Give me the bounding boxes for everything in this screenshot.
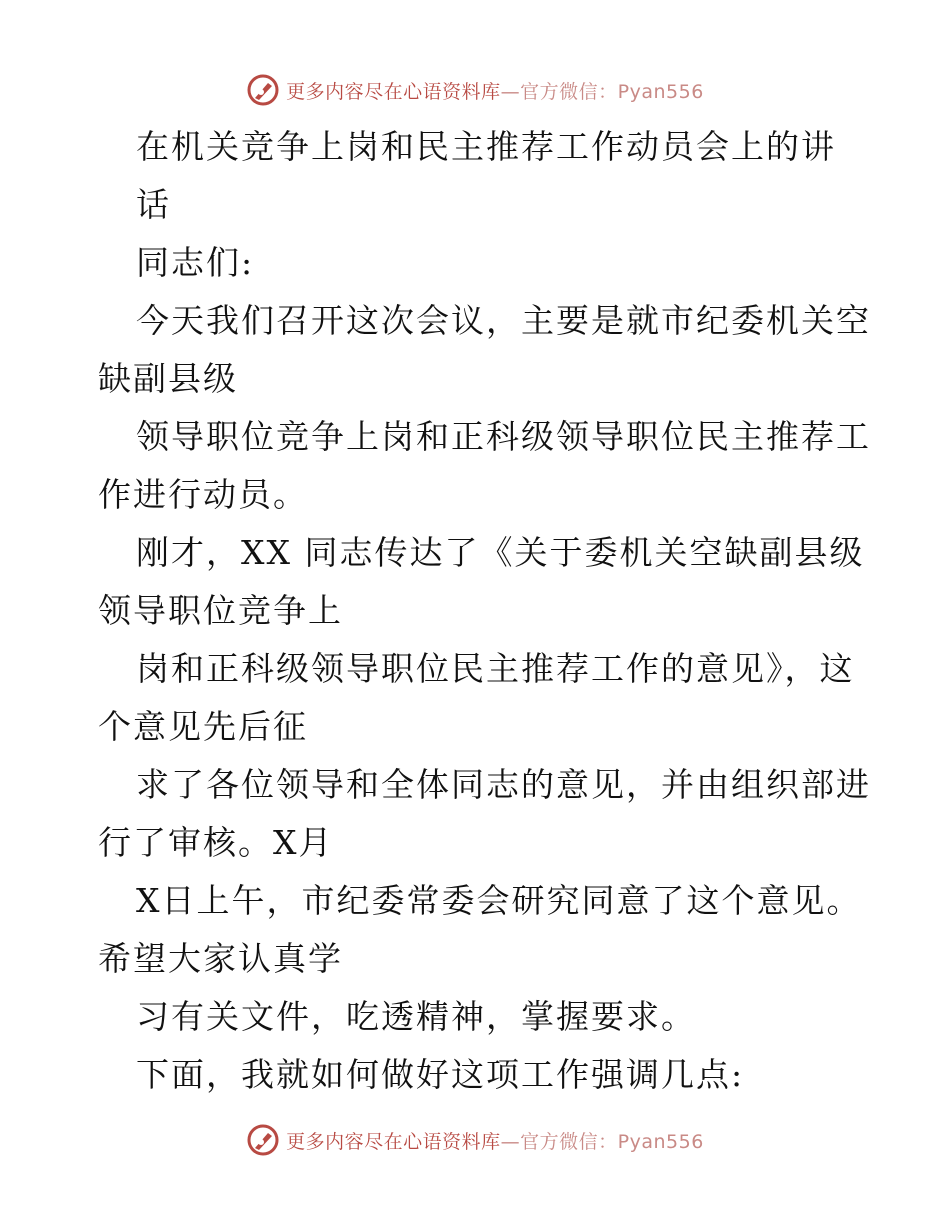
pen-logo-icon bbox=[246, 1123, 280, 1157]
footer-watermark-banner bbox=[0, 1120, 950, 1160]
banner-text bbox=[286, 77, 704, 104]
text-line: 下面，我就如何做好这项工作强调几点: bbox=[136, 1055, 745, 1094]
text-line: 在机关竞争上岗和民主推荐工作动员会上的讲 bbox=[136, 127, 836, 166]
banner-contact-text: —官方微信：Pyan556 bbox=[500, 1130, 704, 1153]
text-line: 习有关文件，吃透精神，掌握要求。 bbox=[136, 997, 696, 1036]
text-line: X日上午，市纪委常委会研究同意了这个意见。 bbox=[136, 881, 862, 920]
banner-contact-text: —官方微信：Pyan556 bbox=[500, 80, 704, 103]
banner-main-text: 更多内容尽在心语资料库 bbox=[286, 1130, 501, 1153]
banner-main-text: 更多内容尽在心语资料库 bbox=[286, 80, 501, 103]
text-line: 领导职位竞争上岗和正科级领导职位民主推荐工 bbox=[136, 417, 871, 456]
banner-text bbox=[286, 1127, 704, 1154]
text-line: 话 bbox=[136, 185, 171, 224]
text-line: 刚才，XX 同志传达了《关于委机关空缺副县级 bbox=[136, 533, 865, 572]
text-line: 作进行动员。 bbox=[98, 475, 308, 514]
document-body bbox=[98, 118, 888, 1104]
text-line: 今天我们召开这次会议，主要是就市纪委机关空 bbox=[136, 301, 871, 340]
text-line: 缺副县级 bbox=[98, 359, 238, 398]
text-line: 求了各位领导和全体同志的意见，并由组织部进 bbox=[136, 765, 871, 804]
text-line: 同志们: bbox=[136, 243, 255, 282]
text-line: 希望大家认真学 bbox=[98, 939, 343, 978]
text-line: 领导职位竞争上 bbox=[98, 591, 343, 630]
header-watermark-banner bbox=[0, 70, 950, 110]
pen-logo-icon bbox=[246, 73, 280, 107]
text-line: 个意见先后征 bbox=[98, 707, 308, 746]
text-line: 岗和正科级领导职位民主推荐工作的意见》，这 bbox=[136, 649, 855, 688]
text-line: 行了审核。X月 bbox=[98, 823, 334, 862]
